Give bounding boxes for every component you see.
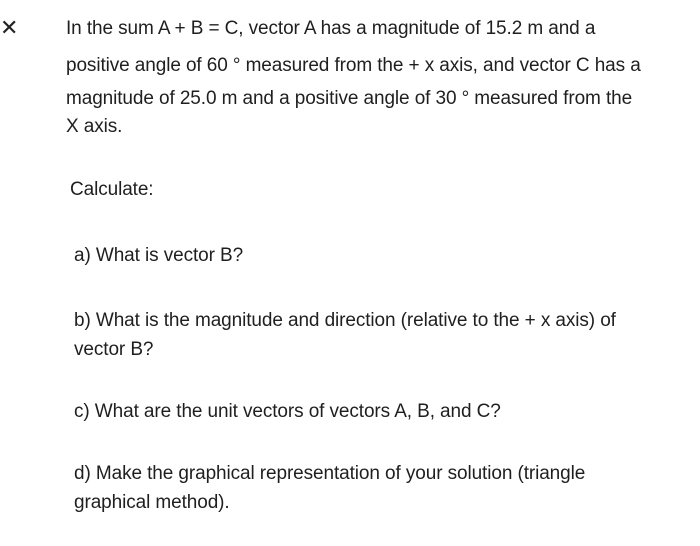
- question-a: a) What is vector B?: [74, 245, 244, 266]
- question-d-line: graphical method).: [74, 492, 230, 513]
- problem-line: X axis.: [66, 116, 123, 137]
- close-icon[interactable]: ✕: [0, 16, 19, 41]
- problem-line: magnitude of 25.0 m and a positive angle of 30 ° measured from the: [66, 88, 633, 109]
- calculate-label: Calculate:: [70, 179, 154, 200]
- question-b-line: vector B?: [74, 339, 154, 360]
- problem-line: positive angle of 60 ° measured from the + x axis, and vector C has a: [66, 55, 641, 76]
- question-c: c) What are the unit vectors of vectors A, B, and C?: [74, 401, 501, 422]
- question-d-line: d) Make the graphical representation of your solution (triangle: [74, 463, 586, 484]
- problem-line: In the sum A + B = C, vector A has a magnitude of 15.2 m and a: [66, 18, 596, 39]
- question-b-line: b) What is the magnitude and direction (relative to the + x axis) of: [74, 310, 616, 331]
